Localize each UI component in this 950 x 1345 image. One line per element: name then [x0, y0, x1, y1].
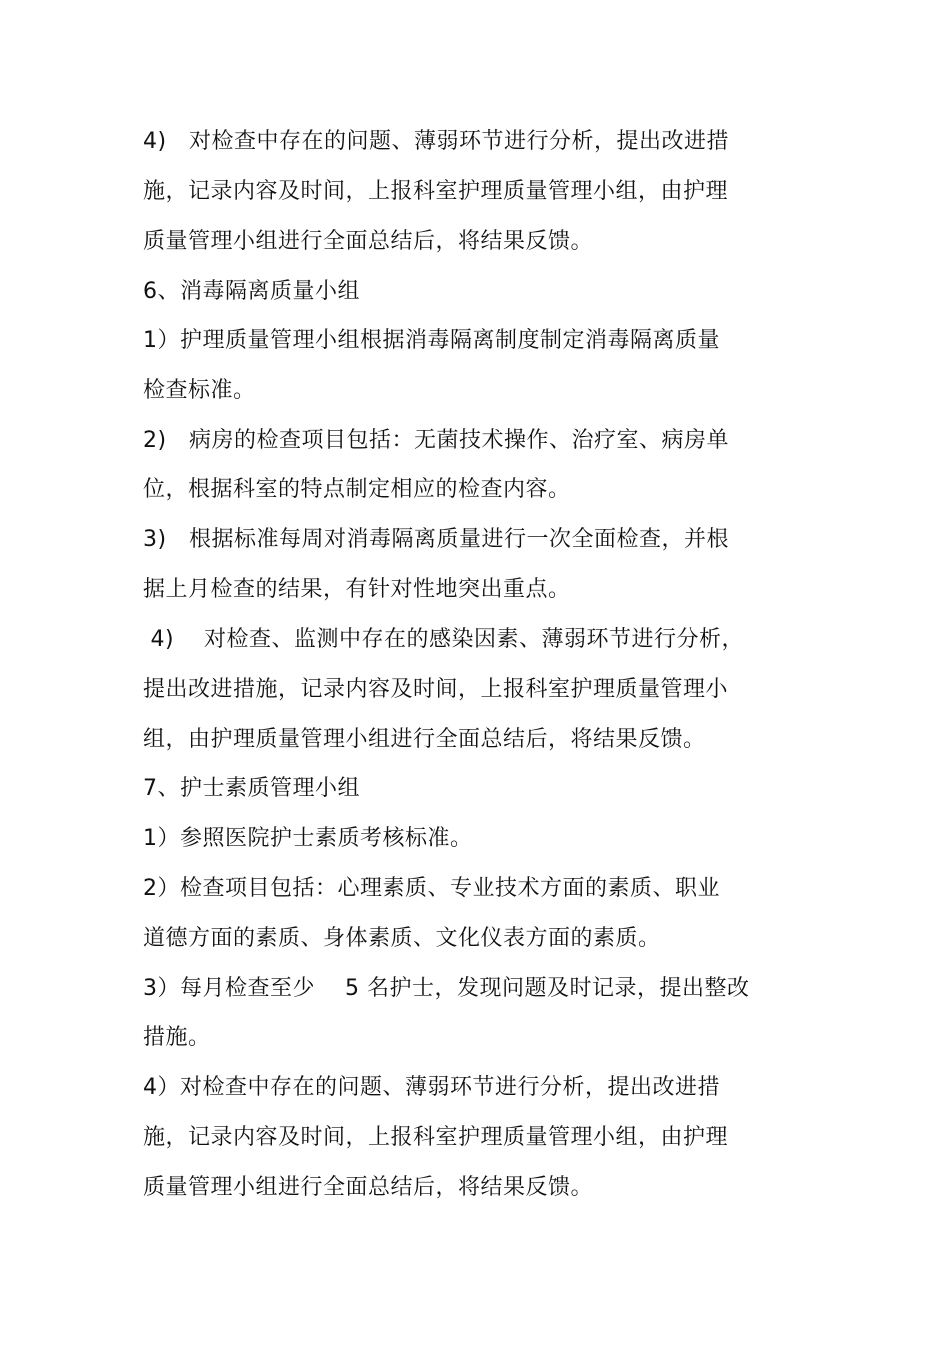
text-line: 3）每月检查至少 5 名护士，发现问题及时记录，提出整改 [143, 976, 750, 1001]
text-line: 1）护理质量管理小组根据消毒隔离制度制定消毒隔离质量 [143, 328, 720, 353]
text-line: 4) 对检查、监测中存在的感染因素、薄弱环节进行分析， [143, 627, 745, 652]
text-line: 检查标准。 [143, 378, 256, 403]
text-line: 质量管理小组进行全面总结后，将结果反馈。 [143, 229, 594, 254]
text-line: 措施。 [143, 1025, 211, 1050]
text-line: 提出改进措施，记录内容及时间，上报科室护理质量管理小 [143, 677, 729, 702]
text-line: 施，记录内容及时间，上报科室护理质量管理小组，由护理 [143, 1125, 729, 1150]
section-heading: 7、护士素质管理小组 [143, 776, 360, 801]
text-line: 据上月检查的结果，有针对性地突出重点。 [143, 577, 571, 602]
text-line: 质量管理小组进行全面总结后，将结果反馈。 [143, 1175, 594, 1200]
text-line: 2）检查项目包括：心理素质、专业技术方面的素质、职业 [143, 876, 720, 901]
text-line: 3) 根据标准每周对消毒隔离质量进行一次全面检查，并根 [143, 527, 730, 552]
text-line: 1）参照医院护士素质考核标准。 [143, 826, 473, 851]
section-heading: 6、消毒隔离质量小组 [143, 279, 360, 304]
text-line: 组，由护理质量管理小组进行全面总结后，将结果反馈。 [143, 727, 706, 752]
text-line: 4）对检查中存在的问题、薄弱环节进行分析，提出改进措 [143, 1075, 720, 1100]
text-line: 4) 对检查中存在的问题、薄弱环节进行分析，提出改进措 [143, 129, 730, 154]
text-line: 2) 病房的检查项目包括：无菌技术操作、治疗室、病房单 [143, 428, 730, 453]
text-line: 位，根据科室的特点制定相应的检查内容。 [143, 477, 571, 502]
text-line: 道德方面的素质、身体素质、文化仪表方面的素质。 [143, 926, 661, 951]
text-line: 施，记录内容及时间，上报科室护理质量管理小组，由护理 [143, 179, 729, 204]
